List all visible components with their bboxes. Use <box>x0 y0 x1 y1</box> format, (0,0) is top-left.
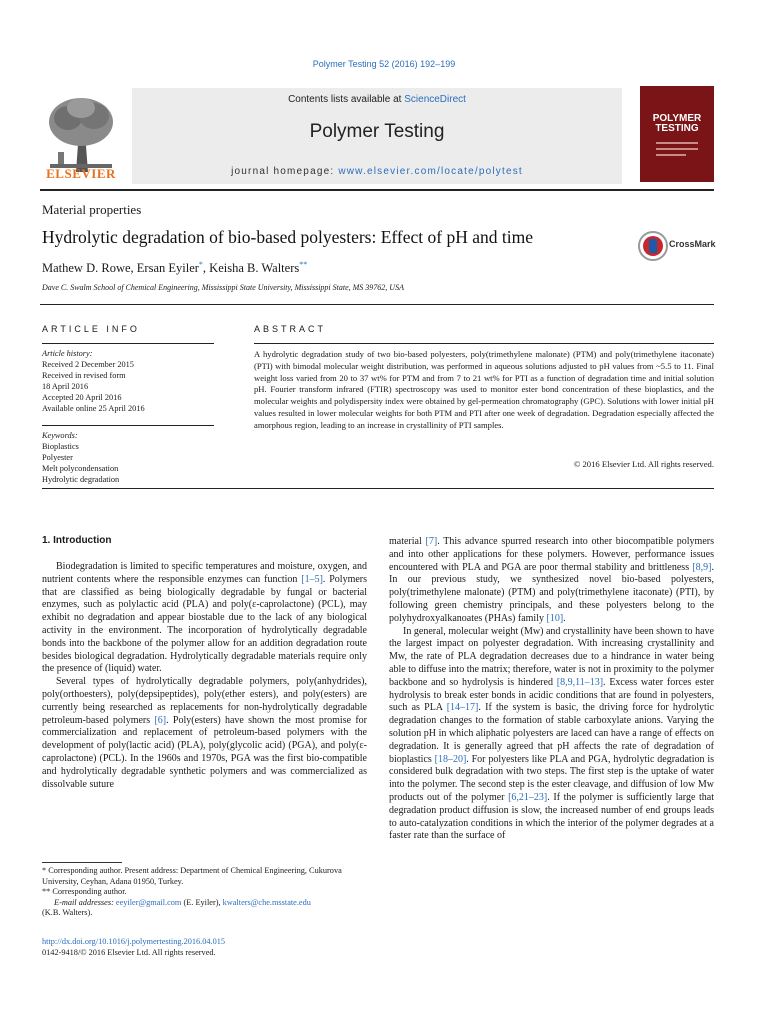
homepage-prefix: journal homepage: <box>231 166 339 177</box>
corresponding-mark[interactable]: * <box>198 260 203 269</box>
citation-link[interactable]: [6,21–23] <box>508 791 548 803</box>
paragraph <box>389 626 714 844</box>
citation-link[interactable]: [8,9] <box>692 561 712 573</box>
footnotes <box>42 866 367 919</box>
title-rule <box>40 304 714 305</box>
text: In general, molecular weight (Mw) and crystallinity have been shown to have the largest impact on polyester degradation. With increasing crystallinity and Mw, the rate of PLA degradation decreases due to a hindrance in water being able to diffuse into the matrix; therefore, water is not in proximity to the polymer backbone and so hydrolysis is hindered <box>389 625 714 688</box>
crossmark-icon[interactable] <box>637 230 669 262</box>
footnote: ** Corresponding author. <box>42 887 127 897</box>
citation-link[interactable]: [14–17] <box>446 702 479 714</box>
journal-reference[interactable]: Polymer Testing 52 (2016) 192–199 <box>312 59 456 69</box>
text: Several types of hydrolytically degradable polymers, poly(anhydrides), poly(orthoesters), poly(depsipeptides), poly(ether esters), and poly(esters) are currently being researched as replacements for non-hydrolytically degradable petroleum-based polymers <box>42 676 367 726</box>
citation-link[interactable]: [10] <box>546 612 564 624</box>
author-list <box>42 260 307 276</box>
publisher-wordmark: ELSEVIER <box>46 166 116 181</box>
keyword: Polyester <box>42 453 73 462</box>
history-item: Received 2 December 2015 <box>42 360 134 369</box>
text: . For polyesters like PLA and PGA, hydrolytic degradation is considered bulk degradation with two steps. The first step is the uptake of water into the polymer. The second step is the ester cleavage, and diffusion of low Mw products out of the polymer <box>389 753 714 803</box>
cover-decoration <box>656 142 698 144</box>
affiliation: Dave C. Swalm School of Chemical Engineering, Mississippi State University, Mississippi State, MS 39762, USA <box>42 283 404 292</box>
cover-decoration <box>656 148 698 150</box>
contents-prefix: Contents lists available at <box>288 94 405 105</box>
info-rule <box>42 343 214 344</box>
history-label: Article history: <box>42 349 93 358</box>
email-owner: (E. Eyiler), <box>181 897 223 907</box>
footnote-emails <box>42 898 367 909</box>
citation-link[interactable]: [8,9,11–13] <box>556 676 604 688</box>
journal-cover-thumbnail <box>640 86 714 182</box>
footnote: * Corresponding author. Present address: Department of Chemical Engineering, Cukurova University, Ceyhan, Adana 01950, Turkey. <box>42 866 342 886</box>
article-section: Material properties <box>42 202 142 217</box>
email-link[interactable]: eeyiler@gmail.com <box>115 897 182 907</box>
text: . <box>563 612 566 624</box>
article-history <box>42 348 222 414</box>
article-title: Hydrolytic degradation of bio-based polyesters: Effect of pH and time <box>42 227 533 247</box>
info-rule <box>42 425 214 426</box>
corresponding-mark[interactable]: ** <box>299 260 308 269</box>
keywords <box>42 430 222 485</box>
right-column <box>389 536 714 843</box>
doi-block <box>42 936 225 958</box>
author-rowe: Mathew D. Rowe, <box>42 261 137 276</box>
journal-title: Polymer Testing <box>309 121 445 142</box>
text: Biodegradation is limited to specific temperatures and moisture, oxygen, and nutrient contents where the responsible enzymes can function <box>42 561 367 585</box>
abstract-end-rule <box>42 488 714 489</box>
history-item: 18 April 2016 <box>42 382 89 391</box>
issn-line: 0142-9418/© 2016 Elsevier Ltd. All rights reserved. <box>42 948 216 957</box>
citation-link[interactable]: [18–20] <box>434 753 467 765</box>
text: . In our previous study, we synthesized novel bio-based polyesters, poly(trimethylene malonate) (PTM) and poly(trimethylene itaconate) (PTI), by following green chemistry principals, and these polyesters belong to the polyhydroxyalkanoates (PHAs) family <box>389 561 714 624</box>
sciencedirect-link[interactable]: ScienceDirect <box>404 94 466 105</box>
article-info-heading: ARTICLE INFO <box>42 324 140 334</box>
text: . If the system is basic, the driving force for hydrolytic degradation changes to the formation of stable carboxylate anions. Varying the solution pH in which aliphatic polyesters are laced can have a range of effects on degradation. It is generally agreed that pH affects the rate of degradation of bioplastics <box>389 702 714 765</box>
left-column <box>42 561 367 791</box>
cover-title-line2: TESTING <box>655 123 699 134</box>
keywords-label: Keywords: <box>42 431 78 440</box>
cover-decoration <box>656 154 686 156</box>
keyword: Melt polycondensation <box>42 464 119 473</box>
text: . Excess water forces ester hydrolysis to break ester bonds in acidic conditions that are found in polyesters, such as PLA <box>389 676 714 714</box>
paragraph <box>42 676 367 791</box>
abstract-text: A hydrolytic degradation study of two bio-based polyesters, poly(trimethylene malonate) (PTM) and poly(trimethylene itaconate) (PTI) with bimodal molecular weight distribution, was performed in aqueous solutions adjusted to pH values from ~5.5 to 11. Final weight loss varied from 20 to 37 wt% for PTM and from 7 to 21 wt% for PTI as a function of degradation time and initial solution pH. Fourier transform infrared (FTIR) spectroscopy was used to monitor ester bond concentration of these bioplastics, and the molecular weights and polydispersity index were obtained by gel-permeation chromatography (GPC). Solutions with lower initial pH values resulted in lower molecular weights for both PTM and PTI after one week of degradation. Degradation especially affected the amorphous region, leading to an increase in crystallinity of PTI samples. <box>254 349 714 430</box>
author-eyiler: Ersan Eyiler <box>136 261 199 276</box>
paragraph <box>389 536 714 626</box>
text: . Poly(esters) have shown the most promise for commercialization and replacement of petroleum-based polymers with the development of poly(lactic acid) (PLA), poly(glycolic acid) (PGA), and poly(ε-caprolactone) (PCL). In the 1960s and 1970s, PGA was the first bio-compatible and hydrolytically degradable synthetic polymers and was commercialized as dissolvable suture <box>42 714 367 790</box>
abstract-rule <box>254 343 714 344</box>
cover-title <box>640 114 714 134</box>
email-label: E-mail addresses: <box>54 897 116 907</box>
history-item: Accepted 20 April 2016 <box>42 393 122 402</box>
keyword: Hydrolytic degradation <box>42 475 120 484</box>
history-item: Available online 25 April 2016 <box>42 404 145 413</box>
cover-title-line1: POLYMER <box>652 113 702 124</box>
text: material <box>389 536 426 547</box>
keyword: Bioplastics <box>42 442 79 451</box>
citation-link[interactable]: [6] <box>154 714 167 726</box>
section-heading-introduction: 1. Introduction <box>42 535 112 546</box>
doi-link[interactable]: http://dx.doi.org/10.1016/j.polymertesting.2016.04.015 <box>42 937 226 946</box>
text: . Polymers that are classified as being biologically degradable by fungal or bacterial enzymes, such as polylactic acid (PLA) and poly(ε-caprolactone) (PCL), may exhibit no degradation and appear biostable due to the lack of any biological activity in the environment. The incorporation of hydrolytically degradable bonds into the backbone of the polymer allow for an addition degradation route besides biological degradation. Hydrolytically degradable materials require only the presence of (liquid) water. <box>42 573 368 675</box>
abstract-heading: ABSTRACT <box>254 324 327 334</box>
email-link[interactable]: kwalters@che.msstate.edu <box>222 897 311 907</box>
footnote-rule <box>42 862 122 863</box>
paragraph <box>42 561 367 676</box>
history-item: Received in revised form <box>42 371 126 380</box>
contents-line <box>132 94 622 105</box>
crossmark-label[interactable]: CrossMark <box>669 239 716 249</box>
text: . If the polymer is sufficiently large that degradation product diffusion is slow, the increased number of end groups leads to auto-catalyzation conditions in which the interior of the polymer degrades at a faster rate than the surface of <box>389 791 714 842</box>
citation-link[interactable]: [1–5] <box>301 573 323 585</box>
journal-banner <box>132 88 622 184</box>
citation-link[interactable]: [7] <box>425 536 438 547</box>
homepage-link[interactable]: www.elsevier.com/locate/polytest <box>338 166 523 177</box>
text: . This advance spurred research into other biocompatible polymers and into other applications for these polymers. However, performance issues encountered with PLA and PGA are poor thermal stability and brittleness <box>389 536 714 573</box>
author-walters: , Keisha B. Walters <box>202 261 300 276</box>
abstract-copyright: © 2016 Elsevier Ltd. All rights reserved. <box>573 459 714 469</box>
header-rule <box>40 189 714 191</box>
journal-homepage <box>132 166 622 177</box>
email-owner: (K.B. Walters). <box>42 908 93 918</box>
